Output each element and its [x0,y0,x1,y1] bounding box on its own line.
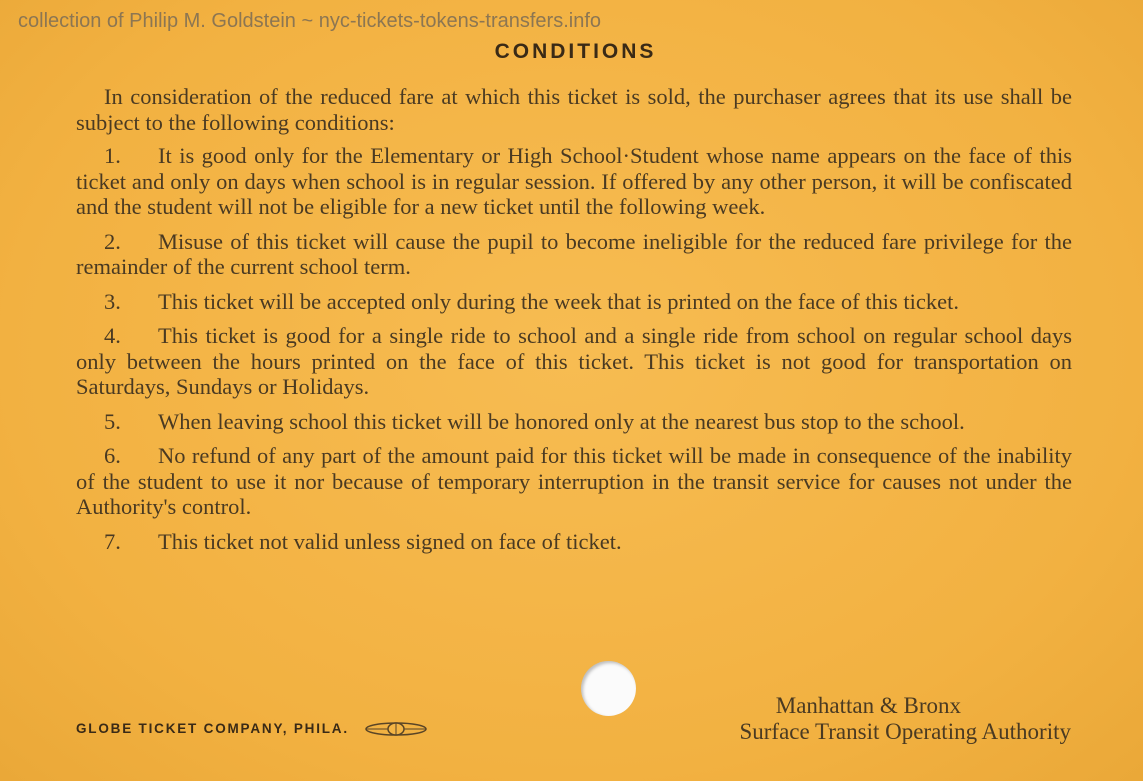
authority-line-2: Surface Transit Operating Authority [739,719,1071,744]
authority-line-1: Manhattan & Bronx [775,693,961,718]
condition-item-4 [76,323,1072,400]
condition-text: No refund of any part of the amount paid for this ticket will be made in consequence of the inability of the student to use it nor because of temporary interruption in the transit service for causes not under the Authority's control. [76,443,1072,519]
condition-item-3 [76,289,1072,315]
condition-number: 1. [104,143,121,168]
conditions-body [76,84,1072,563]
collection-watermark: collection of Philip M. Goldstein ~ nyc-tickets-tokens-transfers.info [18,10,602,32]
condition-number: 2. [104,228,121,254]
printer-name: GLOBE TICKET COMPANY, PHILA. [76,721,349,736]
condition-text: This ticket will be accepted only during the week that is printed on the face of this ticket. [158,288,960,314]
condition-text: This ticket not valid unless signed on face of ticket. [158,528,622,554]
condition-text: This ticket is good for a single ride to school and a single ride from school on regular school days only between the hours printed on the face of this ticket. This ticket is not good for transportation on Saturdays, Sundays or Holidays. [76,323,1072,399]
globe-ticket-logo-icon [364,721,428,737]
condition-text: It is good only for the Elementary or High School·Student whose name appears on the face of this ticket and only on days when school is in regular session. If offered by any other person, it will be confiscated and the student will not be eligible for a new ticket until the following week. [76,143,1072,219]
condition-number: 5. [104,408,121,434]
condition-text: When leaving school this ticket will be honored only at the nearest bus stop to the school. [158,408,965,434]
punch-hole [581,661,636,716]
condition-number: 6. [104,443,121,468]
intro-paragraph [76,84,1072,135]
condition-number: 3. [104,288,121,314]
condition-item-1 [76,143,1072,220]
condition-number: 4. [104,323,121,348]
condition-item-6 [76,443,1072,520]
printer-credit [76,721,428,737]
condition-item-2 [76,229,1072,280]
condition-item-5 [76,409,1072,435]
condition-text: Misuse of this ticket will cause the pupil to become ineligible for the reduced fare privilege for the remainder of the current school term. [76,228,1072,279]
condition-item-7 [76,529,1072,555]
intro-text: In consideration of the reduced fare at which this ticket is sold, the purchaser agrees that its use shall be subject to the following conditions: [76,84,1072,135]
condition-number: 7. [104,528,121,554]
authority-signature [739,693,1071,745]
conditions-heading: CONDITIONS [494,40,657,63]
